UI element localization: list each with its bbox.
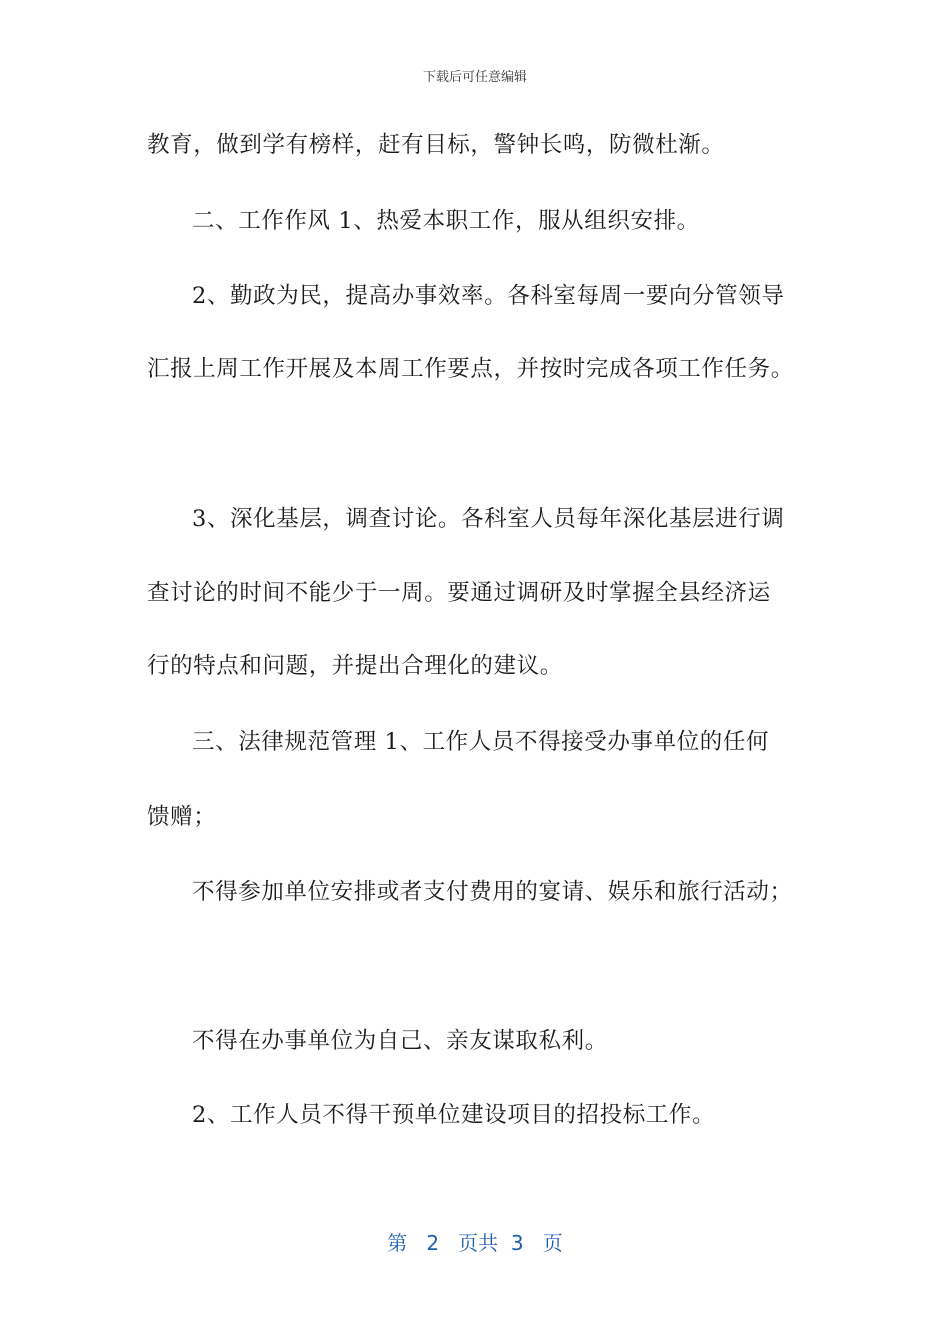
body-line-4: 汇报上周工作开展及本周工作要点，并按时完成各项工作任务。 bbox=[147, 356, 794, 382]
page-header-note: 下载后可任意编辑 bbox=[422, 70, 527, 85]
footer-mid: 页共 bbox=[458, 1231, 499, 1255]
footer-current-page: 2 bbox=[426, 1231, 440, 1255]
body-line-5: 3、深化基层，调查讨论。各科室人员每年深化基层进行调 bbox=[192, 506, 785, 532]
footer-prefix: 第 bbox=[387, 1231, 408, 1255]
footer-total-pages: 3 bbox=[510, 1231, 524, 1255]
body-line-12: 2、工作人员不得干预单位建设项目的招投标工作。 bbox=[192, 1102, 716, 1128]
body-line-6: 查讨论的时间不能少于一周。要通过调研及时掌握全县经济运 bbox=[147, 580, 771, 606]
body-line-8: 三、法律规范管理 1、工作人员不得接受办事单位的任何 bbox=[192, 729, 770, 755]
body-line-2: 二、工作作风 1、热爱本职工作，服从组织安排。 bbox=[192, 208, 700, 234]
page-footer bbox=[0, 1227, 950, 1256]
body-line-9: 馈赠； bbox=[147, 804, 217, 830]
body-line-7: 行的特点和问题，并提出合理化的建议。 bbox=[147, 653, 563, 679]
body-line-11: 不得在办事单位为自己、亲友谋取私利。 bbox=[192, 1028, 608, 1054]
body-line-10: 不得参加单位安排或者支付费用的宴请、娱乐和旅行活动； bbox=[192, 879, 793, 905]
body-line-3: 2、勤政为民，提高办事效率。各科室每周一要向分管领导 bbox=[192, 283, 785, 309]
body-line-1: 教育，做到学有榜样，赶有目标，警钟长鸣，防微杜渐。 bbox=[147, 132, 725, 158]
footer-suffix: 页 bbox=[542, 1231, 563, 1255]
